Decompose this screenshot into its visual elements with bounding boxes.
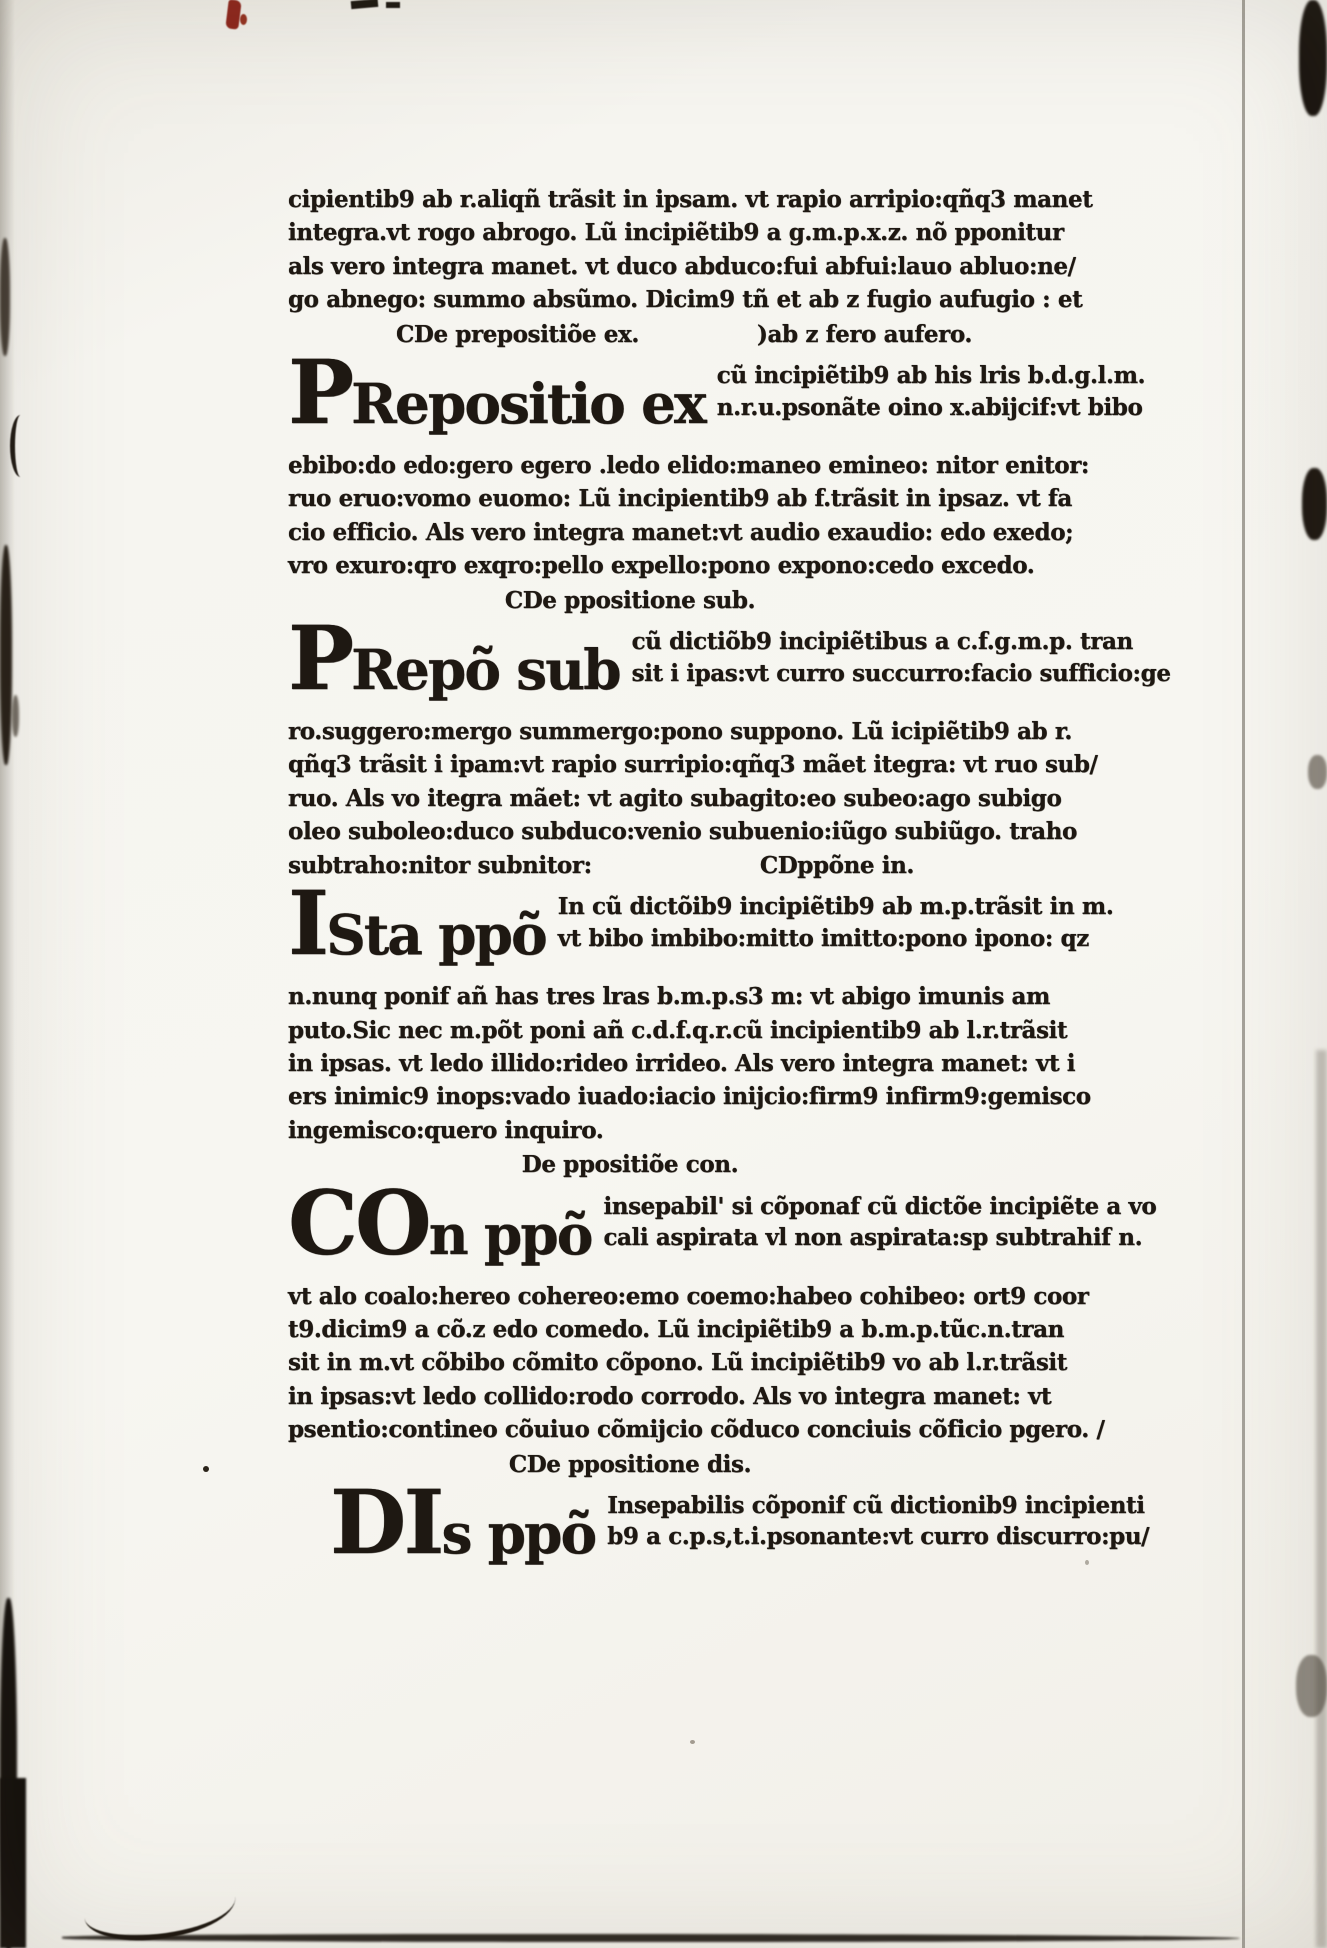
text-line: n.nunq ponif añ has tres lras b.m.p.s3 m: vt abigo imunis am — [288, 983, 1050, 1011]
text-line: In cũ dictõib9 incipiẽtib9 ab m.p.trãsit in m. — [557, 893, 1114, 921]
heading-initial: P — [288, 340, 352, 445]
scan-speck — [690, 1740, 695, 1744]
caption-text: CDe prepositiõe ex. — [396, 320, 639, 348]
text-line-with-caption — [288, 849, 972, 882]
heading-title: PRepositio ex — [288, 340, 705, 445]
heading-title: PRepõ sub — [288, 606, 620, 711]
text-line: als vero integra manet. vt duco abduco:fui abfui:lauo abluo:ne/ — [288, 252, 1076, 280]
text-block — [288, 183, 1171, 1579]
caption-de-ppositione-con: De ppositiõe con. — [521, 1151, 739, 1179]
text-line: ers inimic9 inops:vado iuado:iacio inijcio:firm9 infirm9:gemisco — [288, 1083, 1091, 1111]
heading-title: ISta ppõ — [288, 871, 546, 976]
heading-side-text — [632, 621, 1171, 689]
text-line: subtraho:nitor subnitor: — [288, 851, 592, 879]
caption-de-ppositione-sub: CDe ppositione sub. — [504, 586, 756, 614]
text-line: cũ dictiõb9 incipiẽtibus a c.f.g.m.p. tran — [631, 628, 1133, 656]
text-line: in ipsas. vt ledo illido:rideo irrideo. Als vero integra manet: vt i — [288, 1049, 1076, 1077]
text-line: insepabil' si cõponaf cũ dictõe incipiẽte a vo — [603, 1192, 1157, 1220]
red-ink-dot — [240, 14, 247, 25]
scan-speck — [203, 1466, 209, 1472]
text-line: b9 a c.p.s,t.i.psonante:vt curro discurro:pu/ — [607, 1523, 1150, 1551]
text-line: ingemisco:quero inquiro. — [288, 1116, 604, 1144]
paragraph-in — [288, 980, 1091, 1147]
heading-side-text — [607, 1485, 1149, 1553]
text-line: qñq3 trãsit i ipam:vt rapio surripio:qñq3 mãet itegra: vt ruo sub/ — [288, 751, 1098, 779]
heading-prepo-sub — [288, 606, 1171, 711]
text-line: n.r.u.psonãte oino x.abijcif:vt bibo — [716, 393, 1143, 421]
scan-artifact-bottom-pen-curve — [82, 1871, 238, 1944]
heading-title: DIs ppõ — [330, 1469, 596, 1574]
heading-dis-ppo — [330, 1469, 1150, 1574]
heading-side-text — [558, 886, 1114, 954]
scan-artifact-bottom-band — [62, 1934, 1240, 1942]
text-line: vt alo coalo:hereo cohereo:emo coemo:habeo cohibeo: ort9 coor — [288, 1282, 1089, 1310]
heading-side-text — [717, 355, 1145, 423]
text-line: ebibo:do edo:gero egero .ledo elido:maneo emineo: nitor enitor: — [288, 452, 1090, 480]
caption-de-prepositione-ex — [288, 318, 972, 351]
scan-artifact-top-dash — [351, 0, 379, 9]
text-line: vro exuro:qro exqro:pello expello:pono expono:cedo excedo. — [288, 552, 1035, 580]
heading-ista-ppo — [288, 871, 1114, 976]
text-line: sit in m.vt cõbibo cõmito cõpono. Lũ incipiẽtib9 vo ab l.r.trãsit — [288, 1349, 1067, 1377]
text-line: psentio:contineo cõuiuo cõmijcio cõduco conciuis cõficio pgero. / — [288, 1416, 1105, 1444]
text-line: cũ incipiẽtib9 ab his lris b.d.g.l.m. — [716, 362, 1146, 390]
scan-artifact-right-smudge — [1308, 755, 1327, 789]
caption-note: )ab z fero aufero. — [757, 320, 972, 348]
scan-artifact-left-curve-mark — [10, 415, 31, 477]
scan-artifact-right-top-blotch — [1299, 0, 1327, 116]
scan-artifact-right-blotch — [1302, 468, 1327, 540]
scan-artifact-right-smudge — [1296, 1655, 1327, 1717]
scan-artifact-right-band — [1316, 1050, 1327, 1948]
text-line: puto.Sic nec m.põt poni añ c.d.f.q.r.cũ incipientib9 ab l.r.trãsit — [288, 1016, 1068, 1044]
text-line: ruo. Als vo itegra mãet: vt agito subagito:eo subeo:ago subigo — [288, 784, 1062, 812]
heading-initial: P — [288, 606, 352, 711]
scan-artifact-top-dash — [386, 2, 400, 8]
text-line: ruo eruo:vomo euomo: Lũ incipientib9 ab f.trãsit in ipsaz. vt fa — [288, 485, 1072, 513]
text-line: ro.suggero:mergo summergo:pono suppono. Lũ icipiẽtib9 ab r. — [288, 718, 1073, 746]
text-line: go abnego: summo absũmo. Dicim9 tñ et ab z fugio aufugio : et — [288, 286, 1083, 314]
paragraph-ex — [288, 449, 1090, 583]
text-line: integra.vt rogo abrogo. Lũ incipiẽtib9 a g.m.p.x.z. nõ pponitur — [288, 219, 1064, 247]
paragraph-sub — [288, 715, 1098, 882]
intro-paragraph — [288, 183, 1093, 317]
heading-side-text — [603, 1186, 1156, 1254]
text-line: Insepabilis cõponif cũ dictionib9 incipienti — [607, 1491, 1145, 1519]
scan-artifact-left-edge — [0, 0, 15, 1948]
text-line: oleo suboleo:duco subduco:venio subuenio:iũgo subiũgo. traho — [288, 818, 1077, 846]
text-line: cipientib9 ab r.aliqñ trãsit in ipsam. vt rapio arripio:qñq3 manet — [288, 186, 1093, 213]
scan-artifact-left-blotch — [0, 545, 12, 765]
caption-dppone-in: CDppõne in. — [759, 851, 914, 879]
scan-artifact-left-blotch — [0, 238, 10, 356]
scan-artifact-left-dash — [12, 695, 19, 737]
scan-artifact-left-bottom-band — [0, 1598, 17, 1948]
text-line: cali aspirata vl non aspirata:sp subtrahif n. — [603, 1224, 1143, 1252]
text-line: vt bibo imbibo:mitto imitto:pono ipono: qz — [557, 924, 1089, 952]
text-line: in ipsas:vt ledo collido:rodo corrodo. Als vo integra manet: vt — [288, 1382, 1052, 1410]
heading-initial: DI — [330, 1469, 442, 1574]
caption-de-ppositione-dis: CDe ppositione dis. — [508, 1450, 752, 1478]
heading-title: COn ppõ — [288, 1170, 592, 1275]
heading-prepositio-ex — [288, 340, 1146, 445]
text-line: sit i ipas:vt curro succurro:facio sufficio:ge — [631, 659, 1171, 687]
page-edge-line — [1242, 0, 1245, 1948]
heading-initial: I — [288, 871, 327, 976]
text-line: t9.dicim9 a cõ.z edo comedo. Lũ incipiẽtib9 a b.m.p.tũc.n.tran — [288, 1315, 1064, 1343]
scan-artifact-bottom-left-blob — [0, 1778, 26, 1948]
red-ink-mark — [225, 0, 241, 30]
heading-initial: CO — [288, 1170, 429, 1275]
heading-con-ppo — [288, 1170, 1157, 1275]
scan-speck — [1085, 1560, 1089, 1565]
text-line: cio efficio. Als vero integra manet:vt audio exaudio: edo exedo; — [288, 518, 1074, 546]
paragraph-con — [288, 1280, 1105, 1447]
